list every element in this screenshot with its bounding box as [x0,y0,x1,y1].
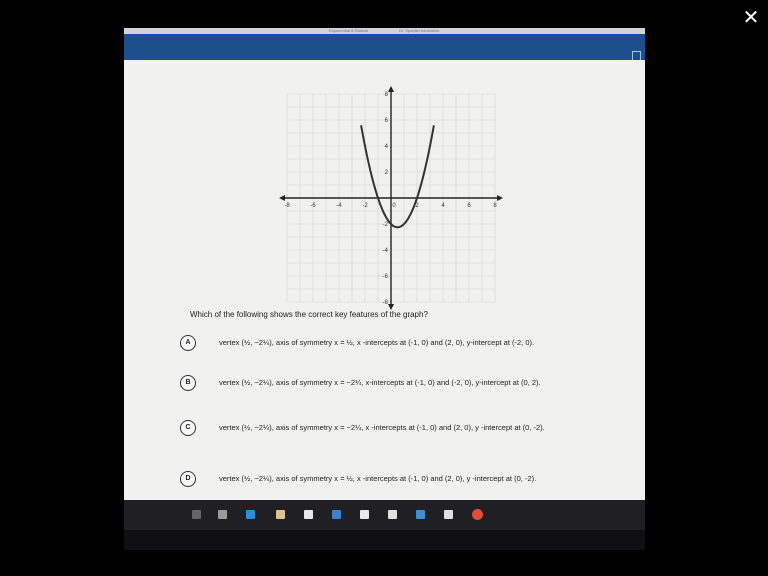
x-tick-label: -4 [336,203,342,209]
x-tick-label: 8 [493,203,497,209]
edge-icon[interactable] [246,510,255,519]
y-tick-label: -6 [382,274,388,280]
app-header-bar [124,34,645,60]
y-tick-label: -4 [382,248,388,254]
browser-tab[interactable]: Dr. Spanish translation [399,28,440,33]
option-a-radio[interactable]: A [180,335,196,351]
option-c-radio[interactable]: C [180,420,196,436]
chrome-icon[interactable] [472,509,483,520]
microphone-icon[interactable] [192,510,201,519]
close-icon[interactable]: ✕ [742,5,760,29]
file-explorer-icon[interactable] [276,510,285,519]
x-tick-label: 4 [441,203,445,209]
x-tick-label: 2 [415,203,419,209]
option-b-radio[interactable]: B [180,375,196,391]
x-tick-label: 0 [392,203,396,209]
x-tick-label: 6 [467,203,471,209]
y-tick-label: -2 [382,222,388,228]
x-tick-label: -8 [284,203,290,209]
option-c-text: vertex (½, −2¼), axis of symmetry x = −2¼, x -intercepts at (-1, 0) and (2, 0), y -intercept at (0, -2). [219,423,545,432]
option-d-radio[interactable]: D [180,471,196,487]
y-tick-label: 4 [384,144,388,150]
parabola-graph [276,92,506,306]
graph-axes [279,86,503,310]
browser-tab[interactable]: Exponential & Radical [329,28,369,33]
parabola-curve [361,125,434,227]
axis-arrow [388,86,394,92]
document-icon[interactable] [360,510,369,519]
option-a-text: vertex (½, −2¼), axis of symmetry x = ½, x -intercepts at (-1, 0) and (2, 0), y-intercept at (-2, 0). [219,338,535,347]
question-page [124,60,645,500]
question-text: Which of the following shows the correct key features of the graph? [190,310,428,319]
monitor-bezel [124,530,645,550]
y-tick-label: 2 [384,170,388,176]
notes-icon[interactable] [388,510,397,519]
app-blue-icon[interactable] [332,510,341,519]
monitor-screen [124,28,645,550]
option-d-text: vertex (½, −2¼), axis of symmetry x = ½, x -intercepts at (-1, 0) and (2, 0), y -intercept at (0, -2). [219,474,537,483]
store-icon[interactable] [304,510,313,519]
y-tick-label: -8 [382,300,388,306]
axis-arrow [497,195,503,201]
y-tick-label: 8 [384,92,388,98]
x-tick-label: -2 [362,203,368,209]
task-view-icon[interactable] [218,510,227,519]
x-tick-label: -6 [310,203,316,209]
taskbar [124,500,645,530]
monitor-icon[interactable] [416,510,425,519]
option-b-text: vertex (½, −2¼), axis of symmetry x = −2¼, x-intercepts at (-1, 0) and (-2, 0), y-intercept at (0, 2). [219,378,541,387]
y-tick-label: 6 [384,118,388,124]
axis-arrow [279,195,285,201]
mail-icon[interactable] [444,510,453,519]
